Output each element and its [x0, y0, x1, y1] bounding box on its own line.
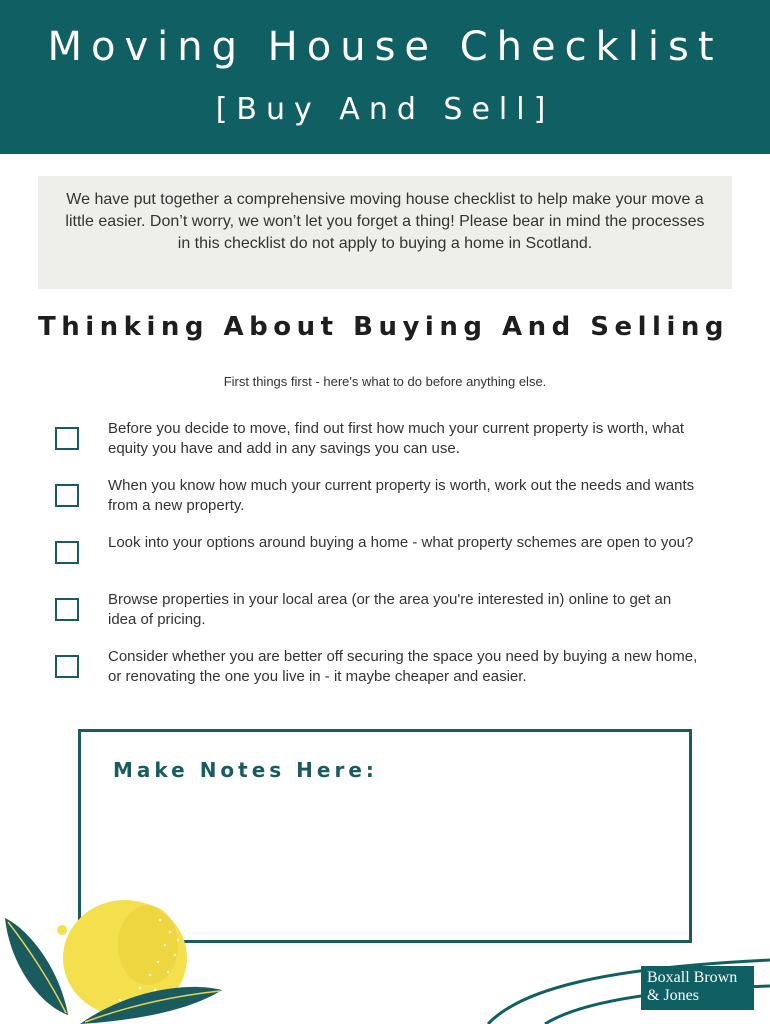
intro-text: We have put together a comprehensive moving house checklist to help make your move a little easier. Don’t worry, we won’t let you forget a thing! Please bear in mind the processes in this checklist do not apply to buying a home in Scotland. [65, 191, 705, 252]
checkbox[interactable] [55, 655, 79, 678]
checkbox[interactable] [55, 541, 79, 564]
checklist-item-text: When you know how much your current property is worth, work out the needs and wants from a new property. [108, 477, 695, 514]
checklist-item-text: Before you decide to move, find out first how much your current property is worth, what equity you have and add in any savings you can use. [108, 420, 685, 457]
page-subtitle: [Buy And Sell] [215, 92, 555, 127]
checkbox[interactable] [55, 427, 79, 450]
page-header [0, 0, 770, 154]
section-title: Thinking About Buying And Selling [38, 312, 730, 342]
leaf-icon [5, 918, 68, 1015]
logo-line-1: Boxall Brown [647, 969, 738, 986]
intro-panel [38, 176, 732, 289]
notes-box[interactable] [78, 729, 692, 943]
section-subtitle: First things first - here's what to do before anything else. [223, 374, 547, 389]
checkbox[interactable] [55, 484, 79, 507]
checklist-item-text: Look into your options around buying a home - what property schemes are open to you? [108, 534, 694, 551]
checkbox[interactable] [55, 598, 79, 621]
page-title: Moving House Checklist [47, 24, 723, 70]
notes-label: Make Notes Here: [113, 758, 378, 782]
checklist-item-text: Browse properties in your local area (or the area you're interested in) online to get an idea of pricing. [108, 591, 672, 628]
leaf-icon [80, 987, 222, 1024]
company-logo [641, 966, 754, 1010]
logo-line-2: & Jones [647, 987, 699, 1004]
checklist-item-text: Consider whether you are better off securing the space you need by buying a new home, or renovating the one you live in - it maybe cheaper and easier. [108, 648, 698, 685]
